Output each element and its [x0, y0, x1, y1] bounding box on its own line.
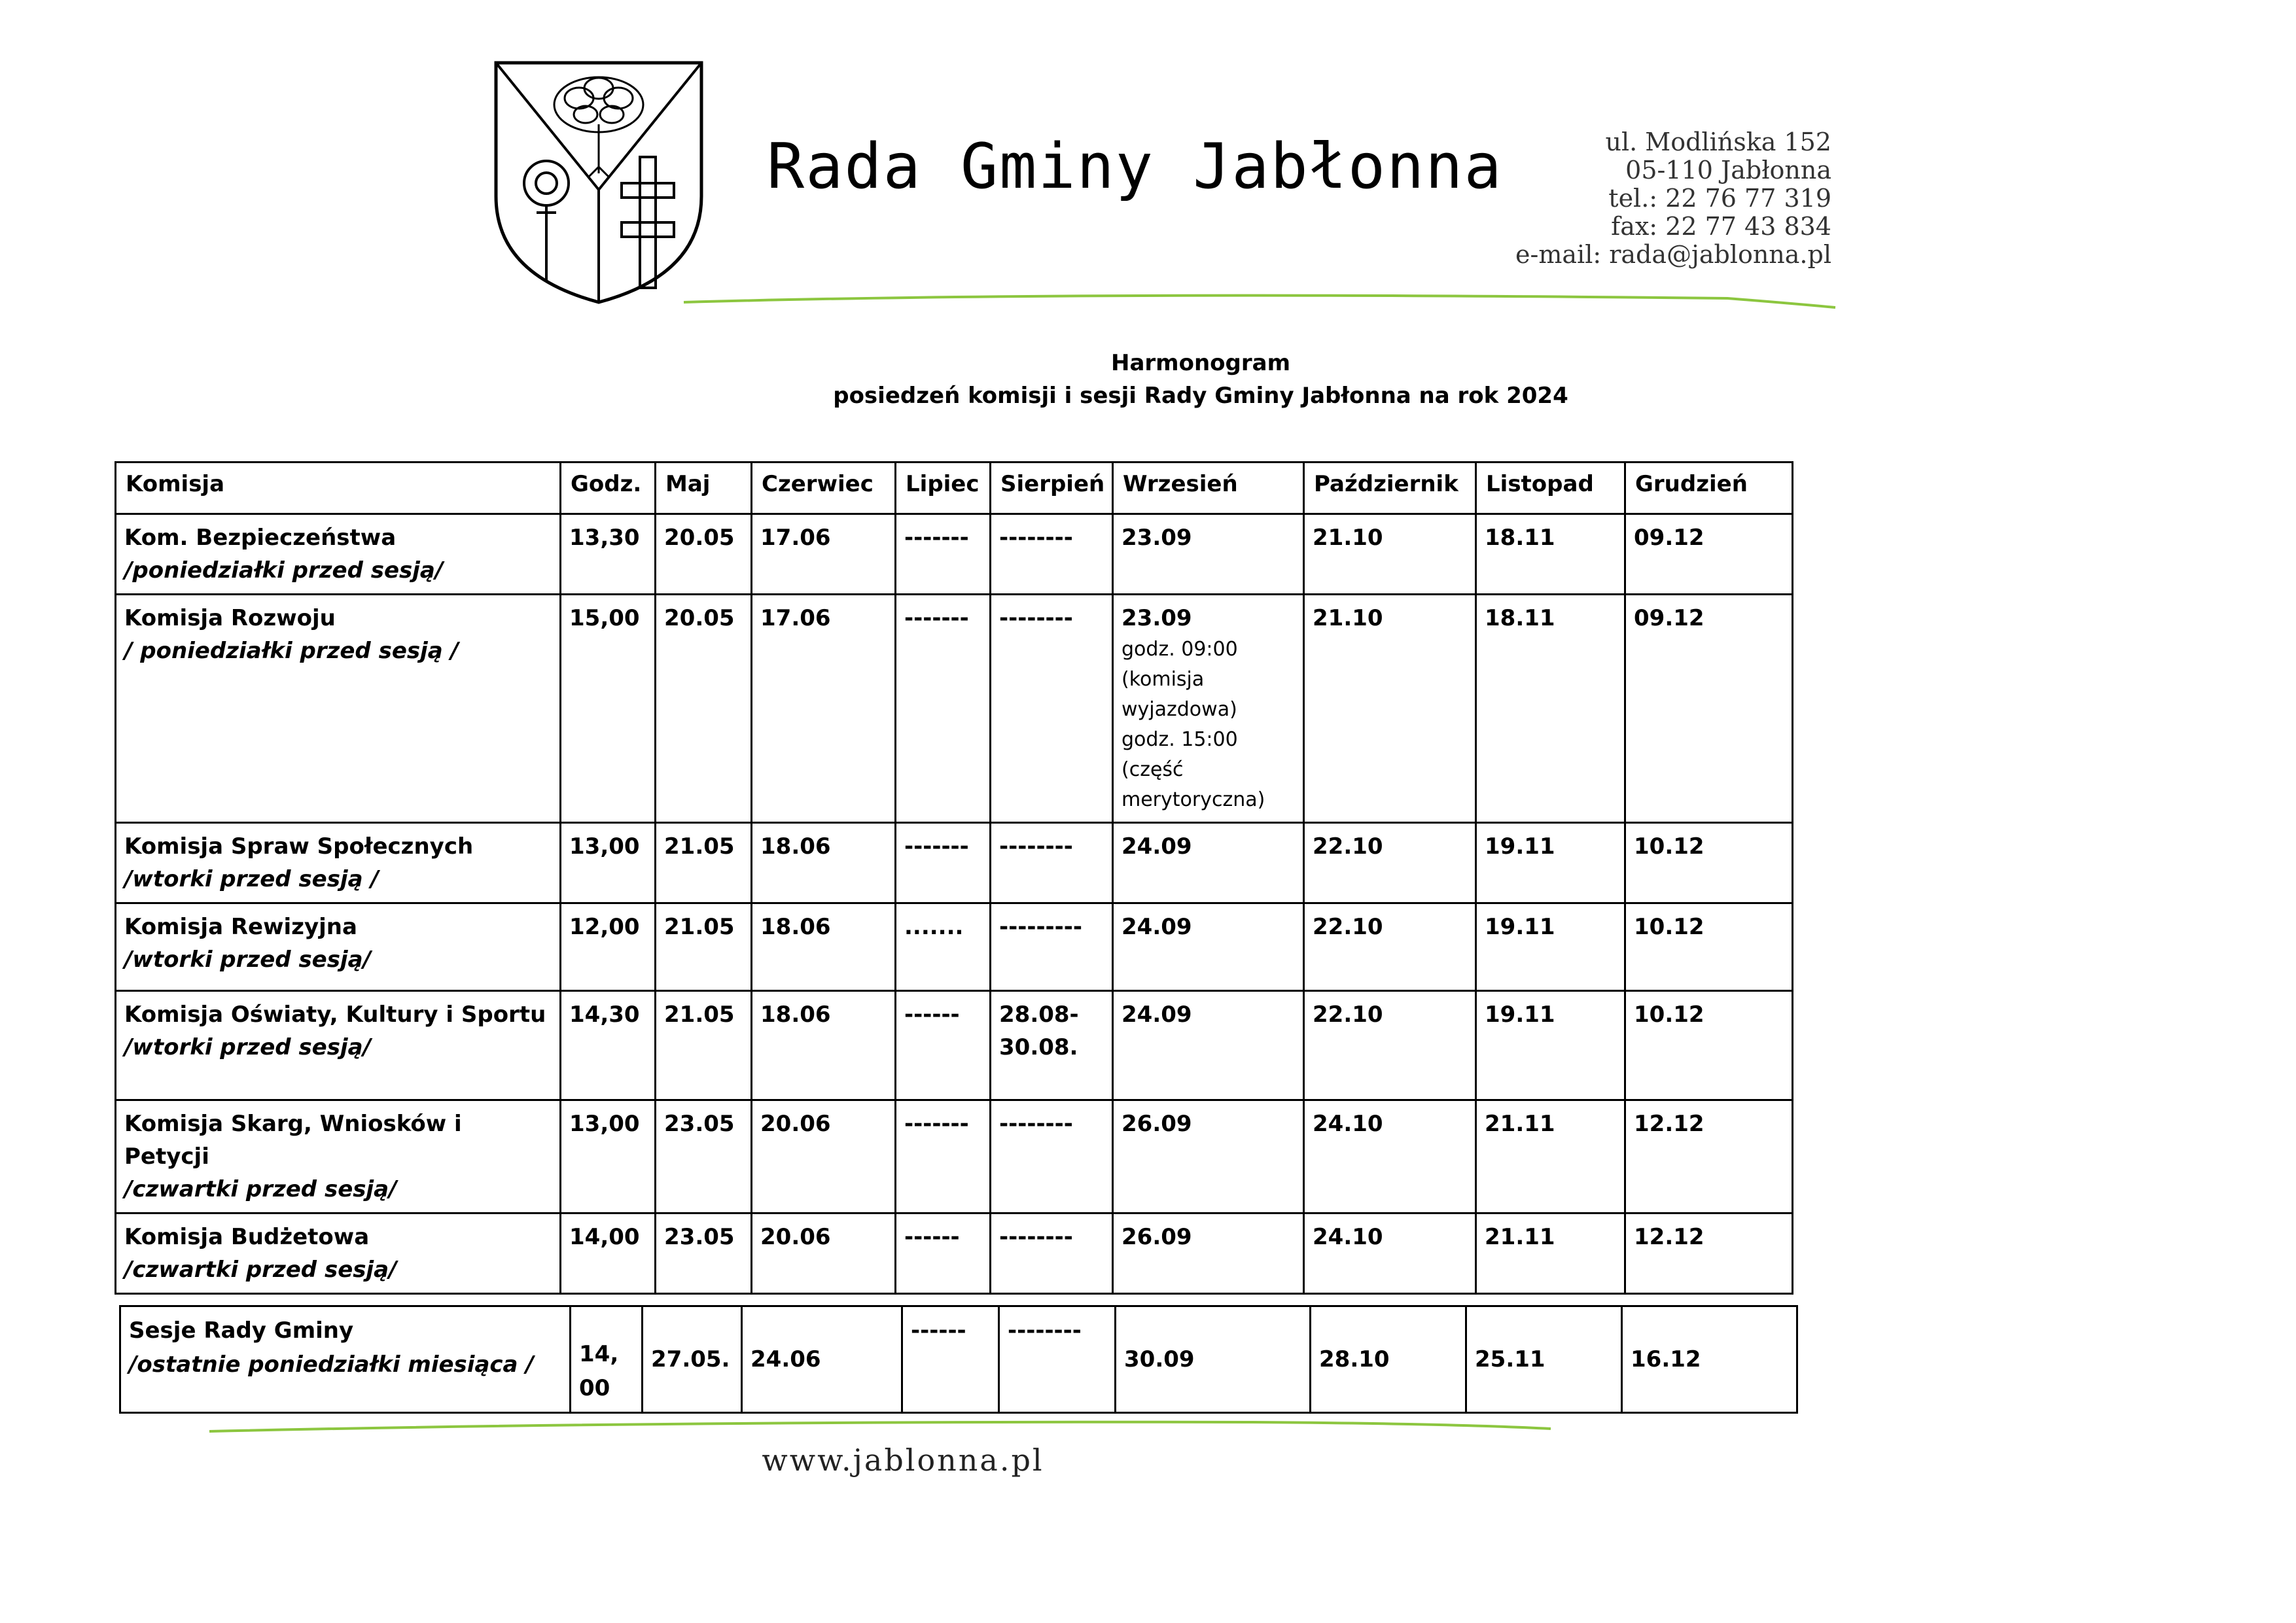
- august-cell: --------: [991, 1100, 1113, 1213]
- committee-name: Komisja Budżetowa: [124, 1224, 370, 1250]
- december-cell: 10.12: [1625, 991, 1793, 1100]
- september-note-line: godz. 15:00: [1122, 728, 1238, 751]
- committee-name-cell: [116, 991, 561, 1100]
- september-cell: 24.09: [1113, 991, 1304, 1100]
- june-cell: 17.06: [752, 514, 896, 595]
- table-row: [116, 1213, 1793, 1294]
- september-note-line: (komisja: [1122, 668, 1205, 691]
- hour-cell: 13,00: [561, 1100, 656, 1213]
- august-cell: --------: [991, 1213, 1113, 1294]
- table-row: [116, 1100, 1793, 1213]
- november-cell: 19.11: [1476, 903, 1625, 991]
- june-cell: 18.06: [752, 823, 896, 903]
- may-cell: 21.05: [656, 991, 752, 1100]
- committee-name-cell: [116, 595, 561, 823]
- july-cell: -------: [896, 1100, 991, 1213]
- committee-name: Komisja Oświaty, Kultury i Sportu: [124, 1002, 546, 1028]
- sessions-days: /ostatnie poniedziałki miesiąca /: [129, 1352, 534, 1378]
- committee-days: /poniedziałki przed sesją/: [124, 557, 444, 584]
- december-cell: 09.12: [1625, 514, 1793, 595]
- sessions-hour-line: 14,: [579, 1341, 619, 1367]
- table-header-row: [116, 462, 1793, 514]
- september-cell: 24.09: [1113, 903, 1304, 991]
- committee-days: /wtorki przed sesją/: [124, 1034, 371, 1060]
- september-cell: 23.09: [1113, 514, 1304, 595]
- hour-cell: 14,00: [561, 1213, 656, 1294]
- december-cell: 12.12: [1625, 1213, 1793, 1294]
- september-cell: 26.09: [1113, 1100, 1304, 1213]
- address-email: e-mail: rada@jablonna.pl: [1515, 240, 1831, 269]
- may-cell: 20.05: [656, 514, 752, 595]
- sessions-name-cell: [120, 1306, 571, 1413]
- address-postal: 05-110 Jabłonna: [1625, 156, 1831, 184]
- table-row: [116, 903, 1793, 991]
- august-cell: --------: [991, 823, 1113, 903]
- october-cell: 21.10: [1304, 595, 1476, 823]
- november-cell: 19.11: [1476, 991, 1625, 1100]
- header-divider-swoosh: [680, 288, 1839, 314]
- october-cell: 24.10: [1304, 1213, 1476, 1294]
- col-header-july: Lipiec: [896, 462, 991, 514]
- september-cell: 26.09: [1113, 1213, 1304, 1294]
- committee-days: /czwartki przed sesją/: [124, 1176, 397, 1202]
- sessions-row: [120, 1306, 1797, 1413]
- december-cell: 10.12: [1625, 823, 1793, 903]
- hour-cell: 12,00: [561, 903, 656, 991]
- november-cell: 18.11: [1476, 514, 1625, 595]
- sessions-october-cell: 28.10: [1311, 1306, 1466, 1413]
- august-cell: ---------: [991, 903, 1113, 991]
- table-row: [116, 595, 1793, 823]
- sessions-september-cell: 30.09: [1116, 1306, 1311, 1413]
- sessions-july-cell: ------: [902, 1306, 999, 1413]
- july-cell: .......: [896, 903, 991, 991]
- november-cell: 21.11: [1476, 1213, 1625, 1294]
- may-cell: 20.05: [656, 595, 752, 823]
- hour-cell: 15,00: [561, 595, 656, 823]
- col-header-october: Październik: [1304, 462, 1476, 514]
- august-cell: 28.08-30.08.: [991, 991, 1113, 1100]
- june-cell: 18.06: [752, 903, 896, 991]
- committee-days: /czwartki przed sesją/: [124, 1257, 397, 1283]
- address-phone: tel.: 22 76 77 319: [1608, 184, 1831, 213]
- july-cell: -------: [896, 514, 991, 595]
- table-row: [116, 514, 1793, 595]
- june-cell: 20.06: [752, 1100, 896, 1213]
- october-cell: 22.10: [1304, 823, 1476, 903]
- committee-name-cell: [116, 1213, 561, 1294]
- footer-divider-swoosh: [206, 1413, 1554, 1439]
- committee-days: /wtorki przed sesją/: [124, 947, 371, 973]
- may-cell: 23.05: [656, 1100, 752, 1213]
- july-cell: -------: [896, 595, 991, 823]
- table-row: [116, 991, 1793, 1100]
- col-header-september: Wrzesień: [1113, 462, 1304, 514]
- sessions-hour-line: 00: [579, 1375, 610, 1401]
- website-url[interactable]: www.jablonna.pl: [762, 1442, 1044, 1478]
- sessions-december-cell: 16.12: [1622, 1306, 1797, 1413]
- hour-cell: 14,30: [561, 991, 656, 1100]
- may-cell: 21.05: [656, 903, 752, 991]
- contact-address: [1515, 128, 1831, 269]
- july-cell: ------: [896, 1213, 991, 1294]
- october-cell: 21.10: [1304, 514, 1476, 595]
- committee-name-cell: [116, 514, 561, 595]
- col-header-may: Maj: [656, 462, 752, 514]
- june-cell: 20.06: [752, 1213, 896, 1294]
- col-header-december: Grudzień: [1625, 462, 1793, 514]
- august-cell: --------: [991, 595, 1113, 823]
- october-cell: 22.10: [1304, 991, 1476, 1100]
- hour-cell: 13,00: [561, 823, 656, 903]
- july-cell: ------: [896, 991, 991, 1100]
- document-heading: [0, 347, 2296, 412]
- july-cell: -------: [896, 823, 991, 903]
- november-cell: 19.11: [1476, 823, 1625, 903]
- september-note-line: (część: [1122, 758, 1184, 781]
- council-sessions-table: [119, 1305, 1798, 1414]
- may-cell: 21.05: [656, 823, 752, 903]
- heading-subtitle: posiedzeń komisji i sesji Rady Gminy Jabłonna na rok 2024: [833, 383, 1568, 409]
- committee-name: Komisja Rewizyjna: [124, 914, 357, 940]
- sessions-june-cell: 24.06: [742, 1306, 902, 1413]
- november-cell: 21.11: [1476, 1100, 1625, 1213]
- october-cell: 24.10: [1304, 1100, 1476, 1213]
- committee-name-cell: [116, 903, 561, 991]
- september-note-line: wyjazdowa): [1122, 698, 1237, 721]
- sessions-may-cell: 27.05.: [643, 1306, 742, 1413]
- september-note-line: godz. 09:00: [1122, 638, 1238, 661]
- committee-schedule-table: [115, 461, 1793, 1295]
- col-header-hour: Godz.: [561, 462, 656, 514]
- heading-title: Harmonogram: [1111, 350, 1290, 376]
- col-header-august: Sierpień: [991, 462, 1113, 514]
- col-header-november: Listopad: [1476, 462, 1625, 514]
- october-cell: 22.10: [1304, 903, 1476, 991]
- sessions-november-cell: 25.11: [1466, 1306, 1622, 1413]
- col-header-june: Czerwiec: [752, 462, 896, 514]
- committee-days: /wtorki przed sesją /: [124, 866, 379, 892]
- committee-name: Komisja Spraw Społecznych: [124, 833, 474, 860]
- organization-title: Rada Gminy Jabłonna: [767, 131, 1503, 203]
- address-fax: fax: 22 77 43 834: [1611, 212, 1831, 241]
- committee-name: Kom. Bezpieczeństwa: [124, 525, 397, 551]
- sessions-hour-cell: [571, 1306, 643, 1413]
- committee-name: Komisja Skarg, Wniosków i Petycji: [124, 1111, 462, 1170]
- col-header-committee: Komisja: [116, 462, 561, 514]
- september-cell: 24.09: [1113, 823, 1304, 903]
- september-date: 23.09: [1122, 605, 1192, 631]
- address-street: ul. Modlińska 152: [1605, 128, 1831, 156]
- december-cell: 12.12: [1625, 1100, 1793, 1213]
- committee-name-cell: [116, 1100, 561, 1213]
- committee-days: / poniedziałki przed sesją /: [124, 638, 459, 664]
- hour-cell: 13,30: [561, 514, 656, 595]
- june-cell: 17.06: [752, 595, 896, 823]
- table-row: [116, 823, 1793, 903]
- may-cell: 23.05: [656, 1213, 752, 1294]
- november-cell: 18.11: [1476, 595, 1625, 823]
- september-cell: [1113, 595, 1304, 823]
- committee-name-cell: [116, 823, 561, 903]
- december-cell: 10.12: [1625, 903, 1793, 991]
- sessions-august-cell: --------: [999, 1306, 1116, 1413]
- august-cell: --------: [991, 514, 1113, 595]
- december-cell: 09.12: [1625, 595, 1793, 823]
- committee-name: Komisja Rozwoju: [124, 605, 336, 631]
- sessions-name: Sesje Rady Gminy: [129, 1318, 354, 1344]
- june-cell: 18.06: [752, 991, 896, 1100]
- september-note-line: merytoryczna): [1122, 788, 1265, 811]
- coat-of-arms-logo: [491, 59, 707, 306]
